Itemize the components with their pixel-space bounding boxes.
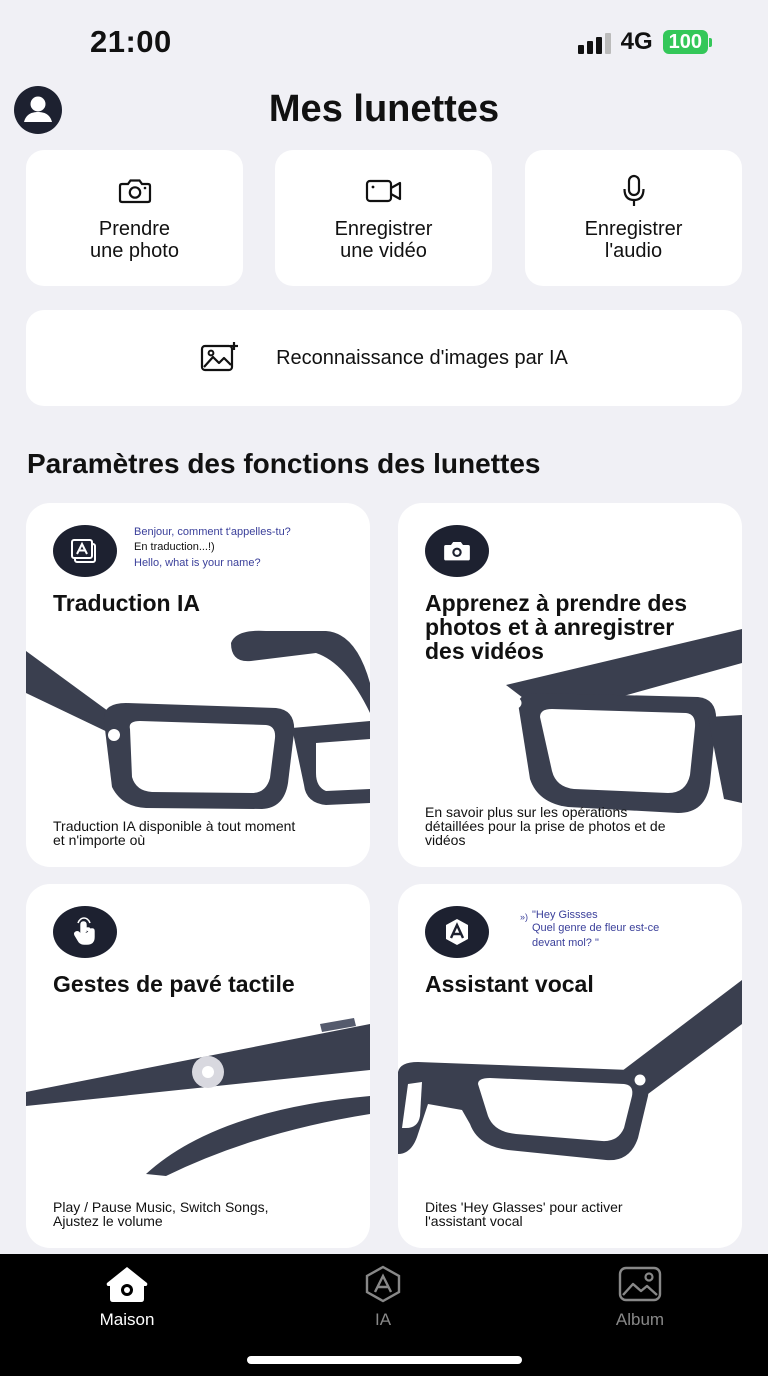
microphone-icon <box>621 174 647 208</box>
card-title: Traduction IA <box>53 590 200 616</box>
card-description: En savoir plus sur les opérations détaillées pour la prise de photos et de vidéos <box>425 804 666 848</box>
record-video-label: Enregistrer une vidéo <box>334 218 433 262</box>
tab-ai[interactable] <box>323 1264 443 1330</box>
card-title: Apprenez à prendre des photos et à anregistrer des vidéos <box>425 590 688 664</box>
card-voice-assistant[interactable] <box>398 884 742 1248</box>
section-title: Paramètres des fonctions des lunettes <box>27 448 541 479</box>
signal-icon <box>578 30 611 54</box>
glasses-illustration <box>26 884 370 1248</box>
network-type: 4G <box>620 28 653 55</box>
card-photo-video-tutorial[interactable] <box>398 503 742 867</box>
home-indicator <box>247 1356 522 1364</box>
translation-source-text: Benjour, comment t'appelles-tu? <box>134 526 291 538</box>
record-video-button[interactable] <box>275 150 492 286</box>
tab-label: IA <box>374 1310 392 1329</box>
card-touchpad-gestures[interactable] <box>26 884 370 1248</box>
ai-image-recognition-button[interactable] <box>26 310 742 406</box>
camera-icon <box>118 174 152 208</box>
page-title: Mes lunettes <box>268 88 500 130</box>
record-audio-button[interactable] <box>525 150 742 286</box>
image-ai-icon <box>200 340 240 377</box>
status-time: 21:00 <box>90 24 172 59</box>
card-description: Play / Pause Music, Switch Songs, Ajustez le volume <box>53 1199 269 1229</box>
card-description: Traduction IA disponible à tout moment et n'importe où <box>53 818 296 848</box>
voice-question: Quel genre de fleur est-ce devant mol? " <box>532 922 660 949</box>
card-title: Assistant vocal <box>425 971 594 997</box>
status-indicators <box>578 28 712 56</box>
take-photo-button[interactable] <box>26 150 243 286</box>
battery-icon <box>663 30 712 54</box>
tab-label: Maison <box>99 1310 155 1329</box>
take-photo-label: Prendre une photo <box>90 218 179 262</box>
voice-prefix: ») <box>520 912 529 922</box>
translation-result-text: Hello, what is your name? <box>134 557 261 569</box>
album-icon <box>617 1264 663 1304</box>
battery-level: 100 <box>663 30 708 54</box>
card-title: Gestes de pavé tactile <box>53 971 295 997</box>
ai-image-recognition-label: Reconnaissance d'images par IA <box>276 346 568 369</box>
record-audio-label: Enregistrer l'audio <box>584 218 683 262</box>
video-camera-icon <box>365 174 403 208</box>
translation-status-text: En traduction...!) <box>134 541 215 553</box>
card-description: Dites 'Hey Glasses' pour activer l'assistant vocal <box>425 1199 623 1229</box>
card-ai-translation[interactable] <box>26 503 370 867</box>
tab-album[interactable] <box>580 1264 700 1330</box>
ai-icon <box>362 1264 404 1304</box>
tab-home[interactable] <box>67 1264 187 1330</box>
home-icon <box>104 1264 150 1304</box>
voice-wake-phrase: "Hey Gissses <box>532 909 598 921</box>
status-bar <box>0 0 768 84</box>
tab-label: Album <box>615 1310 665 1329</box>
